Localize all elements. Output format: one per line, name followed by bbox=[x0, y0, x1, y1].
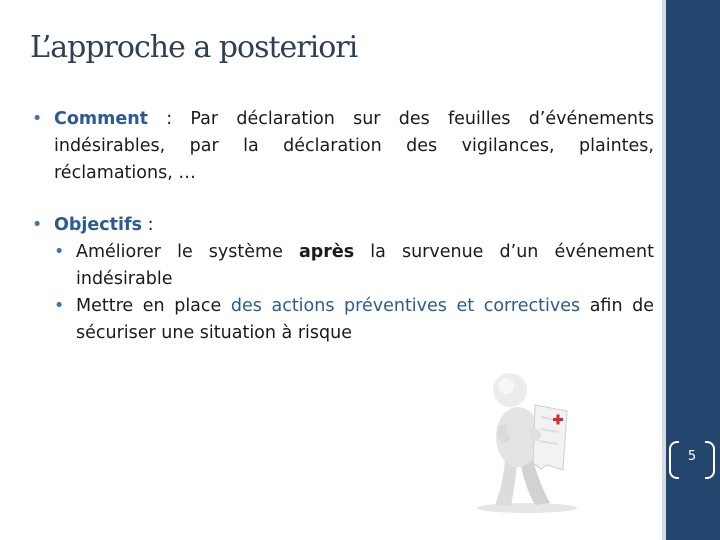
bullet-objectifs bbox=[30, 212, 654, 239]
bullet-comment-label: Comment bbox=[54, 109, 149, 129]
sub-bullet-ameliorer-text-2: la survenue d’un événement indésirable bbox=[76, 242, 654, 289]
bullet-objectifs-label: Objectifs bbox=[54, 215, 143, 235]
sub-bullet-mettre-text-2: afin de sécuriser une situation à risque bbox=[76, 296, 655, 343]
slide-content bbox=[30, 106, 654, 347]
person-document-illustration bbox=[455, 365, 600, 515]
person-document-icon bbox=[455, 365, 600, 515]
bullet-comment bbox=[30, 106, 654, 187]
sub-bullet-ameliorer-text-1: Améliorer le système bbox=[76, 242, 299, 262]
sub-bullet-ameliorer bbox=[30, 239, 654, 293]
sub-bullet-mettre-blue: des actions préventives et correctives bbox=[230, 296, 581, 316]
bullet-objectifs-text: : bbox=[142, 215, 154, 235]
bullet-dot: • bbox=[32, 109, 43, 129]
sub-bullet-mettre-text-1: Mettre en place bbox=[76, 296, 231, 316]
bullet-dot: • bbox=[32, 215, 43, 235]
page-number-value: 5 bbox=[687, 449, 697, 464]
bullet-comment-text: : Par déclaration sur des feuilles d’événements indésirables, par la déclaration des vigilances, plaintes, réclamations, … bbox=[54, 109, 654, 183]
slide-title: L’approche a posteriori bbox=[30, 30, 358, 65]
sub-bullet-mettre bbox=[30, 293, 654, 347]
sub-bullet-dot: • bbox=[54, 242, 65, 262]
sub-bullet-dot: • bbox=[54, 296, 65, 316]
bracket-right bbox=[705, 441, 715, 479]
sub-bullet-ameliorer-bold: après bbox=[298, 242, 355, 262]
page-number bbox=[667, 437, 717, 479]
